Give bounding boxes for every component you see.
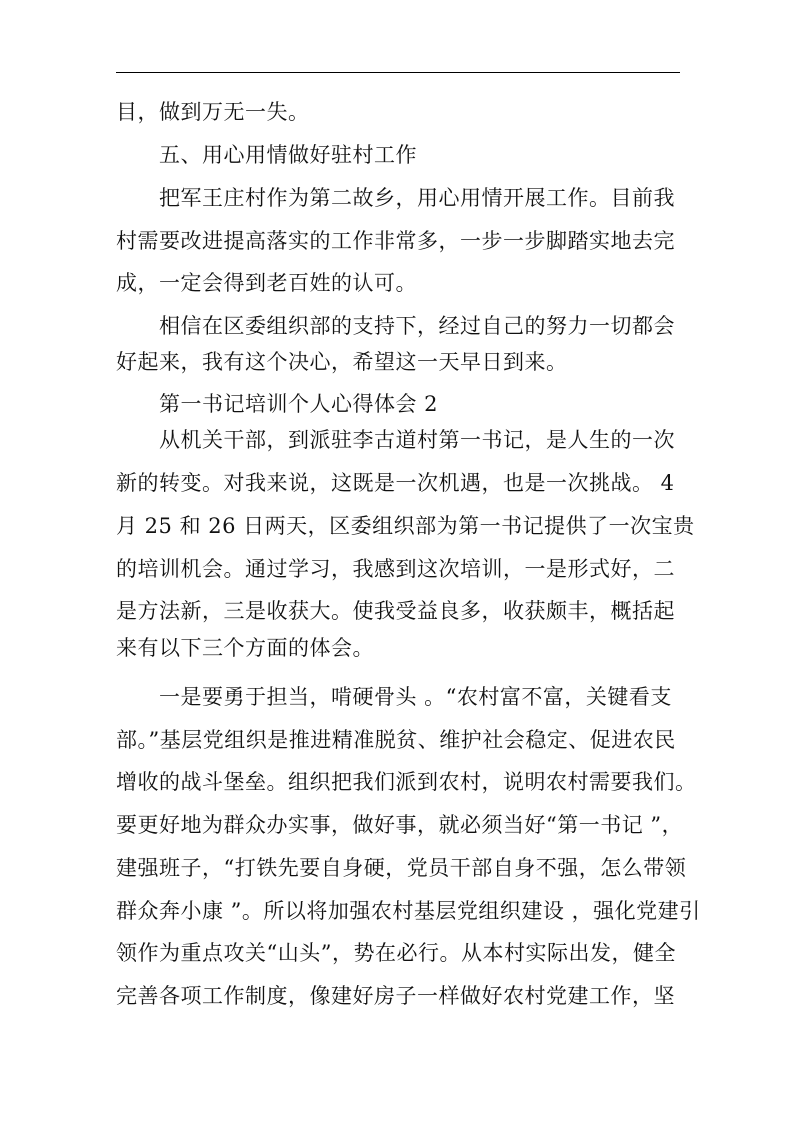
text-line: 一是要勇于担当，啃硬骨头 。“农村富不富，关键看支 [159,685,672,709]
text-line: 月 25 和 26 日两天，区委组织部为第一书记提供了一次宝贵 [116,514,695,538]
text-line: 新的转变。对我来说，这既是一次机遇，也是一次挑战。 4 [116,471,675,495]
section-heading: 五、用心用情做好驻村工作 [159,143,417,167]
text-line: 是方法新，三是收获大。使我受益良多，收获颇丰，概括起 [116,599,675,623]
text-line: 部。”基层党组织是推进精准脱贫、维护社会稳定、促进农民 [116,728,676,752]
text-line: 从机关干部，到派驻李古道村第一书记，是人生的一次 [159,428,675,452]
text-line: 好起来，我有这个决心，希望这一天早日到来。 [116,350,568,374]
text-line: 要更好地为群众办实事，做好事，就必须当好“第一书记 ”， [116,813,684,837]
text-line: 把军王庄村作为第二故乡，用心用情开展工作。目前我 [159,186,675,210]
text-line: 来有以下三个方面的体会。 [116,636,374,660]
text-line: 成，一定会得到老百姓的认可。 [116,271,417,295]
text-line: 领作为重点攻关“山头”，势在必行。从本村实际出发，健全 [116,941,676,965]
text-line: 增收的战斗堡垒。组织把我们派到农村，说明农村需要我们。 [116,770,697,794]
text-line: 群众奔小康 ”。所以将加强农村基层党组织建设 ，强化党建引 [116,899,701,923]
text-line: 完善各项工作制度，像建好房子一样做好农村党建工作，坚 [116,984,675,1008]
text-line: 相信在区委组织部的支持下，经过自己的努力一切都会 [159,314,675,338]
header-rule [116,72,680,73]
text-line: 建强班子，“打铁先要自身硬，党员干部自身不强，怎么带领 [116,856,687,880]
text-line: 目，做到万无一失。 [116,100,310,124]
text-line: 村需要改进提高落实的工作非常多，一步一步脚踏实地去完 [116,229,675,253]
text-line: 的培训机会。通过学习，我感到这次培训，一是形式好，二 [116,557,675,581]
article-title: 第一书记培训个人心得体会 2 [159,392,439,416]
